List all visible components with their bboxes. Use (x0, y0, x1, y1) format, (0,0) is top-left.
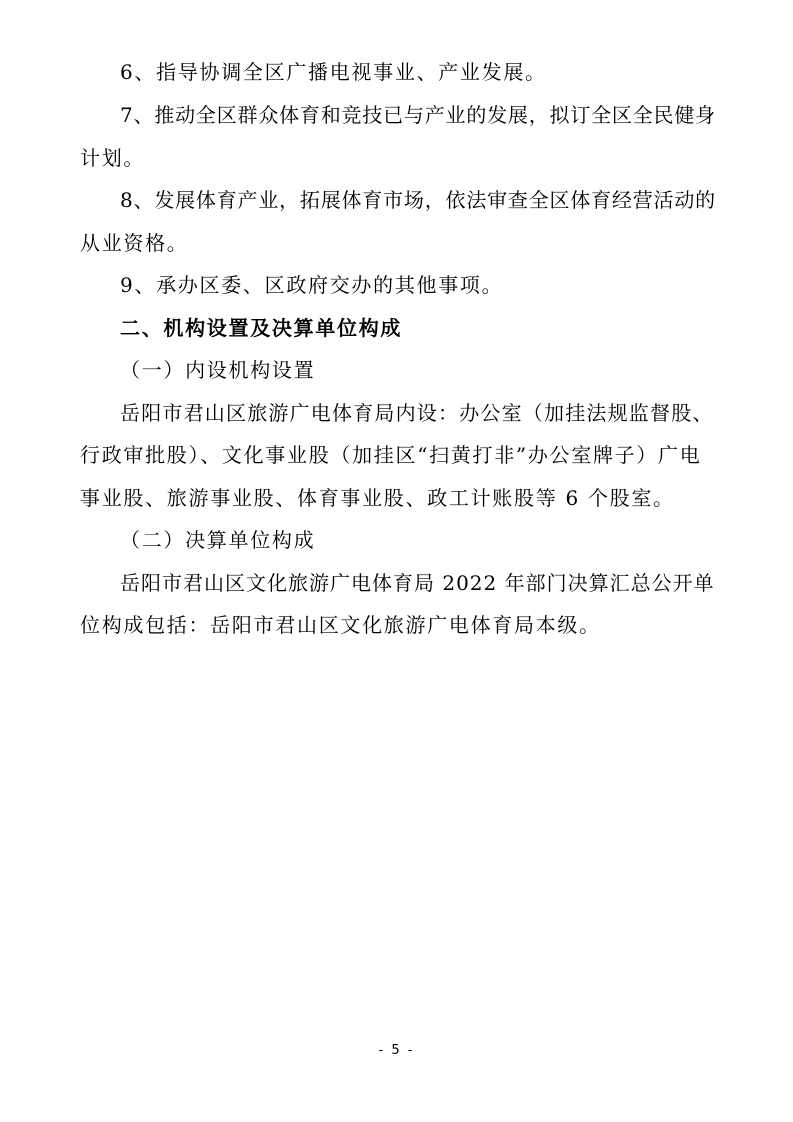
paragraph-item-7-line-1: 7、推动全区群众体育和竞技已与产业的发展，拟订全区全民健身 (120, 103, 716, 127)
section-heading-2: 二、机构设置及决算单位构成 (120, 316, 403, 340)
page-number: - 5 - (378, 1043, 415, 1058)
paragraph-item-6: 6、指导协调全区广播电视事业、产业发展。 (120, 60, 547, 84)
subsection-2-line-2: 位构成包括：岳阳市君山区文化旅游广电体育局本级。 (80, 613, 601, 637)
paragraph-item-8-line-2: 从业资格。 (80, 231, 189, 255)
subsection-2-line-1: 岳阳市君山区文化旅游广电体育局 2022 年部门决算汇总公开单 (120, 571, 715, 595)
subsection-1-line-3: 事业股、旅游事业股、体育事业股、政工计账股等 6 个股室。 (80, 486, 675, 510)
paragraph-item-9: 9、承办区委、区政府交办的其他事项。 (120, 273, 504, 297)
subsection-title-2: （二）决算单位构成 (120, 528, 316, 552)
subsection-title-1: （一）内设机构设置 (120, 358, 316, 382)
paragraph-item-8-line-1: 8、发展体育产业，拓展体育市场，依法审查全区体育经营活动的 (120, 188, 716, 212)
paragraph-item-7-line-2: 计划。 (80, 146, 146, 170)
subsection-1-line-2: 行政审批股）、文化事业股（加挂区“扫黄打非”办公室牌子）广电 (80, 443, 702, 467)
subsection-1-line-1: 岳阳市君山区旅游广电体育局内设：办公室（加挂法规监督股、 (120, 401, 714, 425)
